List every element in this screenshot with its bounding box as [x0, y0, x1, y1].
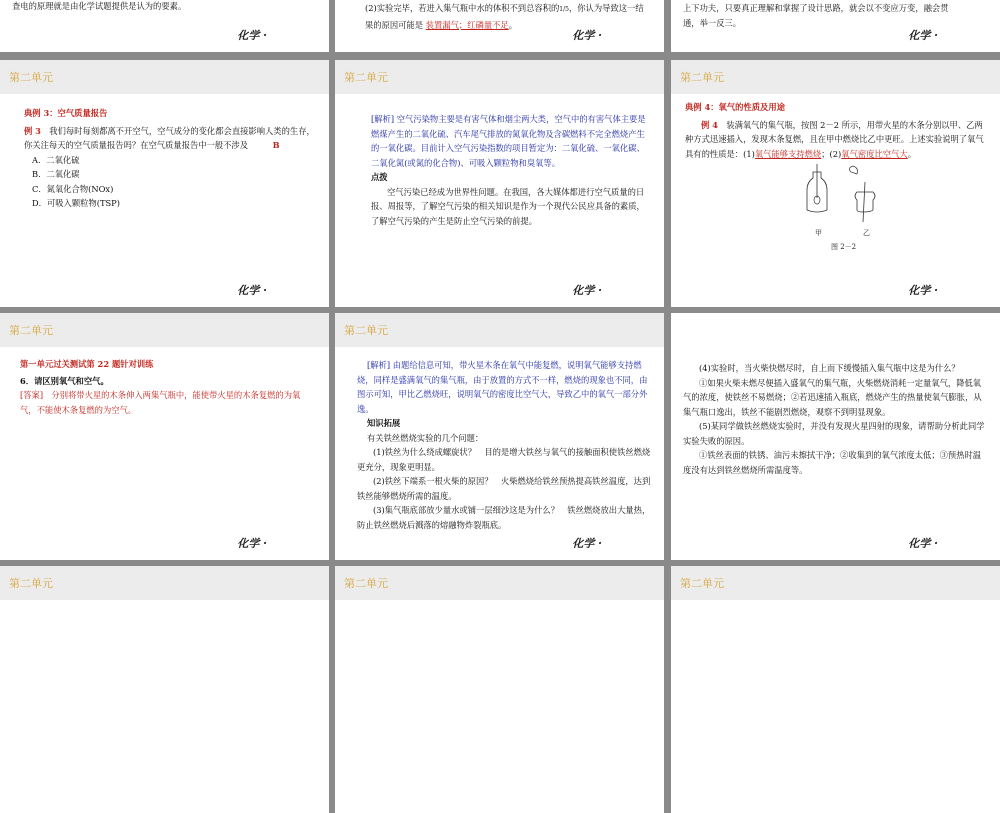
- slide-header: 第二单元: [671, 566, 1000, 600]
- slide-text: (2)实验完毕，若进入集气瓶中水的体积不到总容积的1/5，你认为导致这一结果的原因可能是 装置漏气；红磷量不足。: [365, 3, 644, 30]
- slide-text: [解析] 由题给信息可知，带火星木条在氧气中能复燃，说明氧气能够支持燃烧，同样是盛满氧气的集气瓶，由于放置的方式不一样，燃烧的现象也不同，由图示可知，甲比乙燃烧旺，说明氧气的密度比空气大，导致乙中的氧气一部分外逸。 知识拓展 有关铁丝燃烧实验的几个问题： (1)铁丝为什么绕成螺旋状？ 目的是增大铁丝与氧气的接触面积使铁丝燃烧更充分，现象更明显。 (2)铁丝下端系一根火柴的原因？ 火柴燃烧给铁丝预热提高铁丝温度，达到铁丝能够燃烧所需的温度。 (3)集气瓶底部放少量水或铺一层细沙这是为什么？ 铁丝燃烧放出大量热，防止铁丝燃烧后溅落的熔融物炸裂瓶底。: [357, 360, 651, 530]
- gas-bottle-figure: [797, 164, 887, 254]
- slide-header: 第二单元: [335, 60, 664, 94]
- slide-footer: 化学 ·: [237, 29, 267, 42]
- slide-12: [671, 566, 1000, 813]
- slide-5: [335, 60, 664, 307]
- example-title: 典例 3：空气质量报告: [24, 108, 108, 118]
- slide-footer: 化学 ·: [572, 29, 602, 42]
- slide-footer: 化学 ·: [572, 284, 602, 297]
- slide-footer: 化学 ·: [908, 29, 938, 42]
- exercise-title: 第一单元过关测试第 22 题针对训练: [20, 359, 154, 369]
- slide-footer: 化学 ·: [237, 537, 267, 550]
- answer: B: [272, 140, 280, 150]
- slide-10: [0, 566, 329, 813]
- slide-3: [671, 0, 1000, 52]
- slide-header: 第二单元: [335, 566, 664, 600]
- slide-footer: 化学 ·: [237, 284, 267, 297]
- slide-8: [335, 313, 664, 560]
- slide-9: [671, 313, 1000, 560]
- figure-caption: 图 2－2: [831, 243, 857, 251]
- slide-header: 第二单元: [335, 313, 664, 347]
- figure-label-b: 乙: [863, 229, 870, 237]
- slide-text: 第一单元过关测试第 22 题针对训练 6．请区别氧气和空气。 [答案] 分别将带火星的木条伸入两集气瓶中，能使带火星的木条复燃的为氧气，不能使木条复燃的为空气。: [20, 357, 316, 417]
- slide-header: 第二单元: [0, 566, 329, 600]
- slide-text: 查电的原理就是由化学试题提供是认为的要素。: [12, 1, 187, 11]
- slide-header: 第二单元: [671, 60, 1000, 94]
- slide-text: (4)实验时，当火柴快燃尽时，自上而下缓慢插入集气瓶中这是为什么？ ①如果火柴未燃尽便插入盛氧气的集气瓶，火柴燃烧消耗一定量氧气，降低氧气的浓度，使铁丝不易燃烧；②若迅速插入瓶底，燃烧产生的热量使氧气膨胀，从集气瓶口逸出，铁丝不能剧烈燃烧，观察不到明显现象。 (5)某同学做铁丝燃烧实验时，并没有发现火星四射的现象，请帮助分析此同学实验失败的原因。 ①铁丝表面的铁锈、油污未擦拭干净；②收集到的氧气浓度太低；③预热时温度没有达到铁丝燃烧所需温度等。: [683, 363, 985, 475]
- slide-6: [671, 60, 1000, 307]
- slide-footer: 化学 ·: [908, 537, 938, 550]
- slide-1: [0, 0, 329, 52]
- slide-text: 上下功夫，只要真正理解和掌握了设计思路，就会以不变应万变，融会贯 通，举一反三。: [683, 3, 949, 28]
- slide-2: [335, 0, 664, 52]
- slide-footer: 化学 ·: [572, 537, 602, 550]
- slide-text: 典例 4：氧气的性质及用途 例 4 装满氧气的集气瓶，按图 2－2 所示，用带火星的木条分别以甲、乙两种方式迅速插入，发现木条复燃，且在甲中燃烧比乙中更旺。上述实验说明了氧气具有的性质是：(1)氧气能够支持燃烧；(2)氧气密度比空气大。: [685, 100, 989, 161]
- slide-footer: 化学 ·: [908, 284, 938, 297]
- slide-text: [解析] 空气污染物主要是有害气体和烟尘两大类，空气中的有害气体主要是燃煤产生的二氧化硫、汽车尾气排放的氮氧化物及含碳燃料不完全燃烧产生的一氧化碳。目前计入空气污染指数的项目暂定为：二氧化硫、一氧化碳、二氧化氮(或氮的化合物)、可吸入颗粒物和臭氧等。 点拨 空气污染已经成为世界性问题。在我国，各大媒体都进行空气质量的日报、周报等，了解空气污染的相关知识是作为一个现代公民应具备的素质，了解空气污染的产生是防止空气污染的前提。: [371, 114, 646, 226]
- slide-7: [0, 313, 329, 560]
- gas-bottle-illustration: [797, 164, 887, 226]
- slide-11: [335, 566, 664, 813]
- example-title: 典例 4：氧气的性质及用途: [685, 102, 785, 112]
- slide-header: 第二单元: [0, 60, 329, 94]
- answer-blank: 装置漏气；红磷量不足: [425, 19, 509, 30]
- slide-header: 第二单元: [0, 313, 329, 347]
- slide-text: 典例 3：空气质量报告 例 3 我们每时每刻都离不开空气，空气成分的变化都会直接影响人类的生存，你关注每天的空气质量报告吗？在空气质量报告中一般不涉及 B A．二氧化硫 B．二氧化碳 C．氮氧化合物(NOx) D．可吸入颗粒物(TSP): [24, 108, 315, 208]
- slide-4: [0, 60, 329, 307]
- figure-label-a: 甲: [815, 229, 822, 237]
